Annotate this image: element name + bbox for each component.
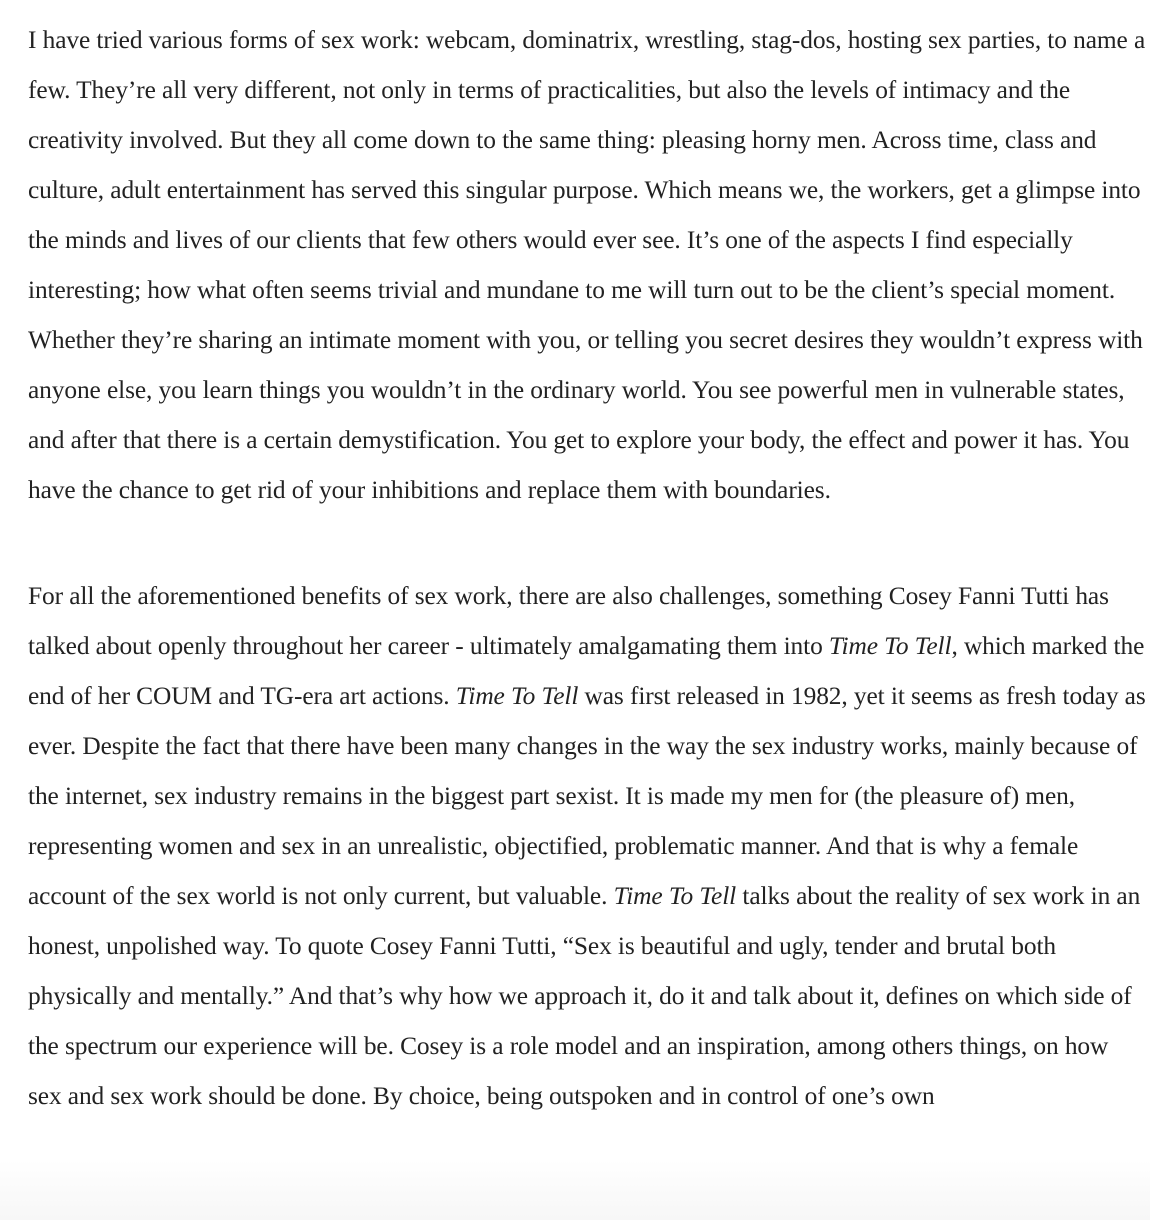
album-title-time-to-tell: Time To Tell: [613, 882, 737, 910]
paragraph-1-text: I have tried various forms of sex work: webcam, dominatrix, wrestling, stag-dos, hosting sex parties, to name a few. They’re all very different, not only in terms of practicalities, but also the levels of intimacy and the creativity involved. But they all come down to the same thing: pleasing horny men. Across time, class and culture, adult entertainment has served this singular purpose. Which means we, the workers, get a glimpse into the minds and lives of our clients that few others would ever see. It’s one of the aspects I find especially interesting; how what often seems trivial and mundane to me will turn out to be the client’s special moment. Whether they’re sharing an intimate moment with you, or telling you secret desires they wouldn’t express with anyone else, you learn things you wouldn’t in the ordinary world. You see powerful men in vulnerable states, and after that there is a certain demystification. You get to explore your body, the effect and power it has. You have the chance to get rid of your inhibitions and replace them with boundaries.: [28, 26, 1146, 504]
paragraph-2-segment-3: was first released in 1982, yet it seems as fresh today as ever. Despite the fact that there have been many changes in the way the sex industry works, mainly because of the internet, sex industry remains in the biggest part sexist. It is made my men for (the pleasure of) men, representing women and sex in an unrealistic, objectified, problematic manner. And that is why a female account of the sex world is not only current, but valuable.: [28, 682, 1146, 910]
paragraph-2-segment-1: For all the aforementioned benefits of sex work, there are also challenges, something Cosey Fanni Tutti has talked about openly throughout her career - ultimately amalgamating them into: [28, 582, 1109, 660]
paragraph-2-segment-4: talks about the reality of sex work in an honest, unpolished way. To quote Cosey Fanni Tutti, “Sex is beautiful and ugly, tender and brutal both physically and mentally.” And that’s why how we approach it, do it and talk about it, defines on which side of the spectrum our experience will be. Cosey is a role model and an inspiration, among others things, on how sex and sex work should be done. By choice, being outspoken and in control of one’s own: [28, 882, 1141, 1110]
article-paragraph-2: [28, 571, 1146, 1121]
album-title-time-to-tell: Time To Tell: [828, 632, 952, 660]
bottom-fade-overlay: [0, 1160, 1150, 1220]
article-body: [28, 15, 1146, 1121]
paragraph-2-segment-2: , which marked the end of her COUM and TG-era art actions.: [28, 632, 1145, 710]
article-paragraph-1: [28, 15, 1146, 515]
album-title-time-to-tell: Time To Tell: [455, 682, 579, 710]
